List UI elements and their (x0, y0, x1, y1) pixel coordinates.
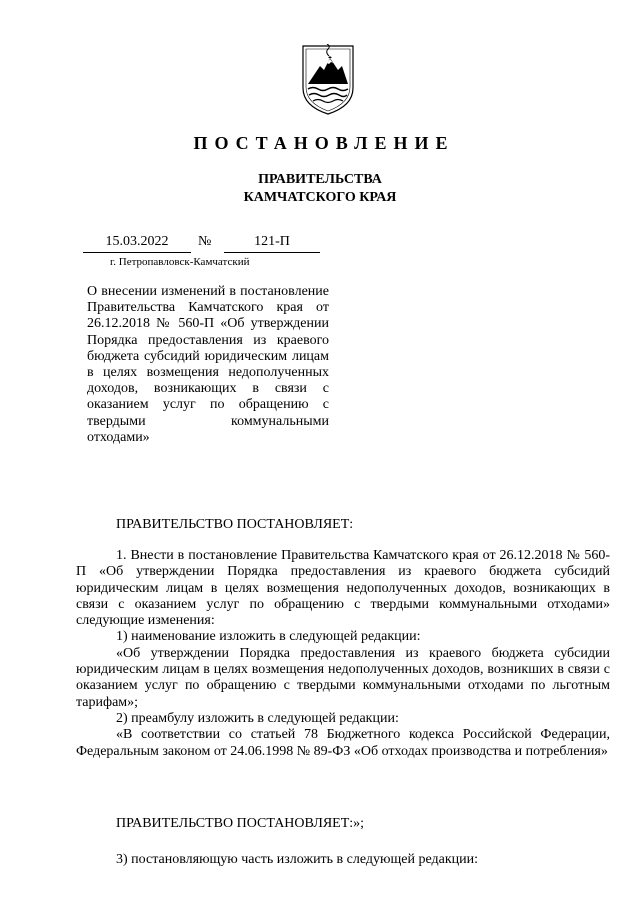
paragraph-item-3: 3) постановляющую часть изложить в следующей редакции: (116, 852, 479, 867)
issuer-line-1: ПРАВИТЕЛЬСТВА (258, 172, 382, 187)
document-city: г. Петропавловск-Камчатский (110, 256, 250, 268)
paragraph-5: «В соответствии со статьей 78 Бюджетного кодекса Российской Федерации, Федеральным законом от 24.06.1998 № 89-ФЗ «Об отходах производства и потребления» (76, 727, 610, 759)
kamchatka-emblem-icon (300, 44, 356, 116)
document-title: ПОСТАНОВЛЕНИЕ (193, 133, 455, 153)
document-number: 121-П (254, 234, 290, 249)
issuer-line-2: КАМЧАТСКОГО КРАЯ (243, 190, 397, 205)
quoted-decree-heading: ПРАВИТЕЛЬСТВО ПОСТАНОВЛЯЕТ:»; (116, 816, 365, 831)
number-underline (224, 252, 320, 253)
date-underline (83, 252, 191, 253)
decree-heading: ПРАВИТЕЛЬСТВО ПОСТАНОВЛЯЕТ: (116, 517, 354, 532)
document-date: 15.03.2022 (105, 234, 169, 249)
document-body (76, 548, 610, 760)
subject-text: О внесении изменений в постановление Правительства Камчатского края от 26.12.2018 № 560-П «Об утверждении Порядка предоставления из краевого бюджета субсидий юридическим лицам в целях возмещения недополученных доходов, возникающих в связи с оказанием услуг по обращению с твердыми коммунальными (87, 284, 329, 429)
paragraph-3: «Об утверждении Порядка предоставления из краевого бюджета субсидии юридическим лицам в целях возмещения недополученных доходов, возникших в связи с оказанием услуг по обращению с твердыми коммунальными отходами по льготным тарифам»; (76, 645, 610, 710)
paragraph-4: 2) преамбулу изложить в следующей редакции: (116, 710, 399, 726)
paragraph-1: 1. Внести в постановление Правительства Камчатского края от 26.12.2018 № 560-П «Об утверждении Порядка предоставления из краевого бюджета субсидий юридическим лицам в целях возмещения недополученных доходов, возникающих в связи с оказанием услуг по обращению с твердыми коммунальными отходами» следующие изменения: (76, 548, 610, 629)
paragraph-2: 1) наименование изложить в следующей редакции: (116, 629, 421, 645)
subject-last-line: отходами» (87, 429, 150, 445)
number-sign: № (198, 234, 212, 249)
document-subject (87, 284, 329, 446)
